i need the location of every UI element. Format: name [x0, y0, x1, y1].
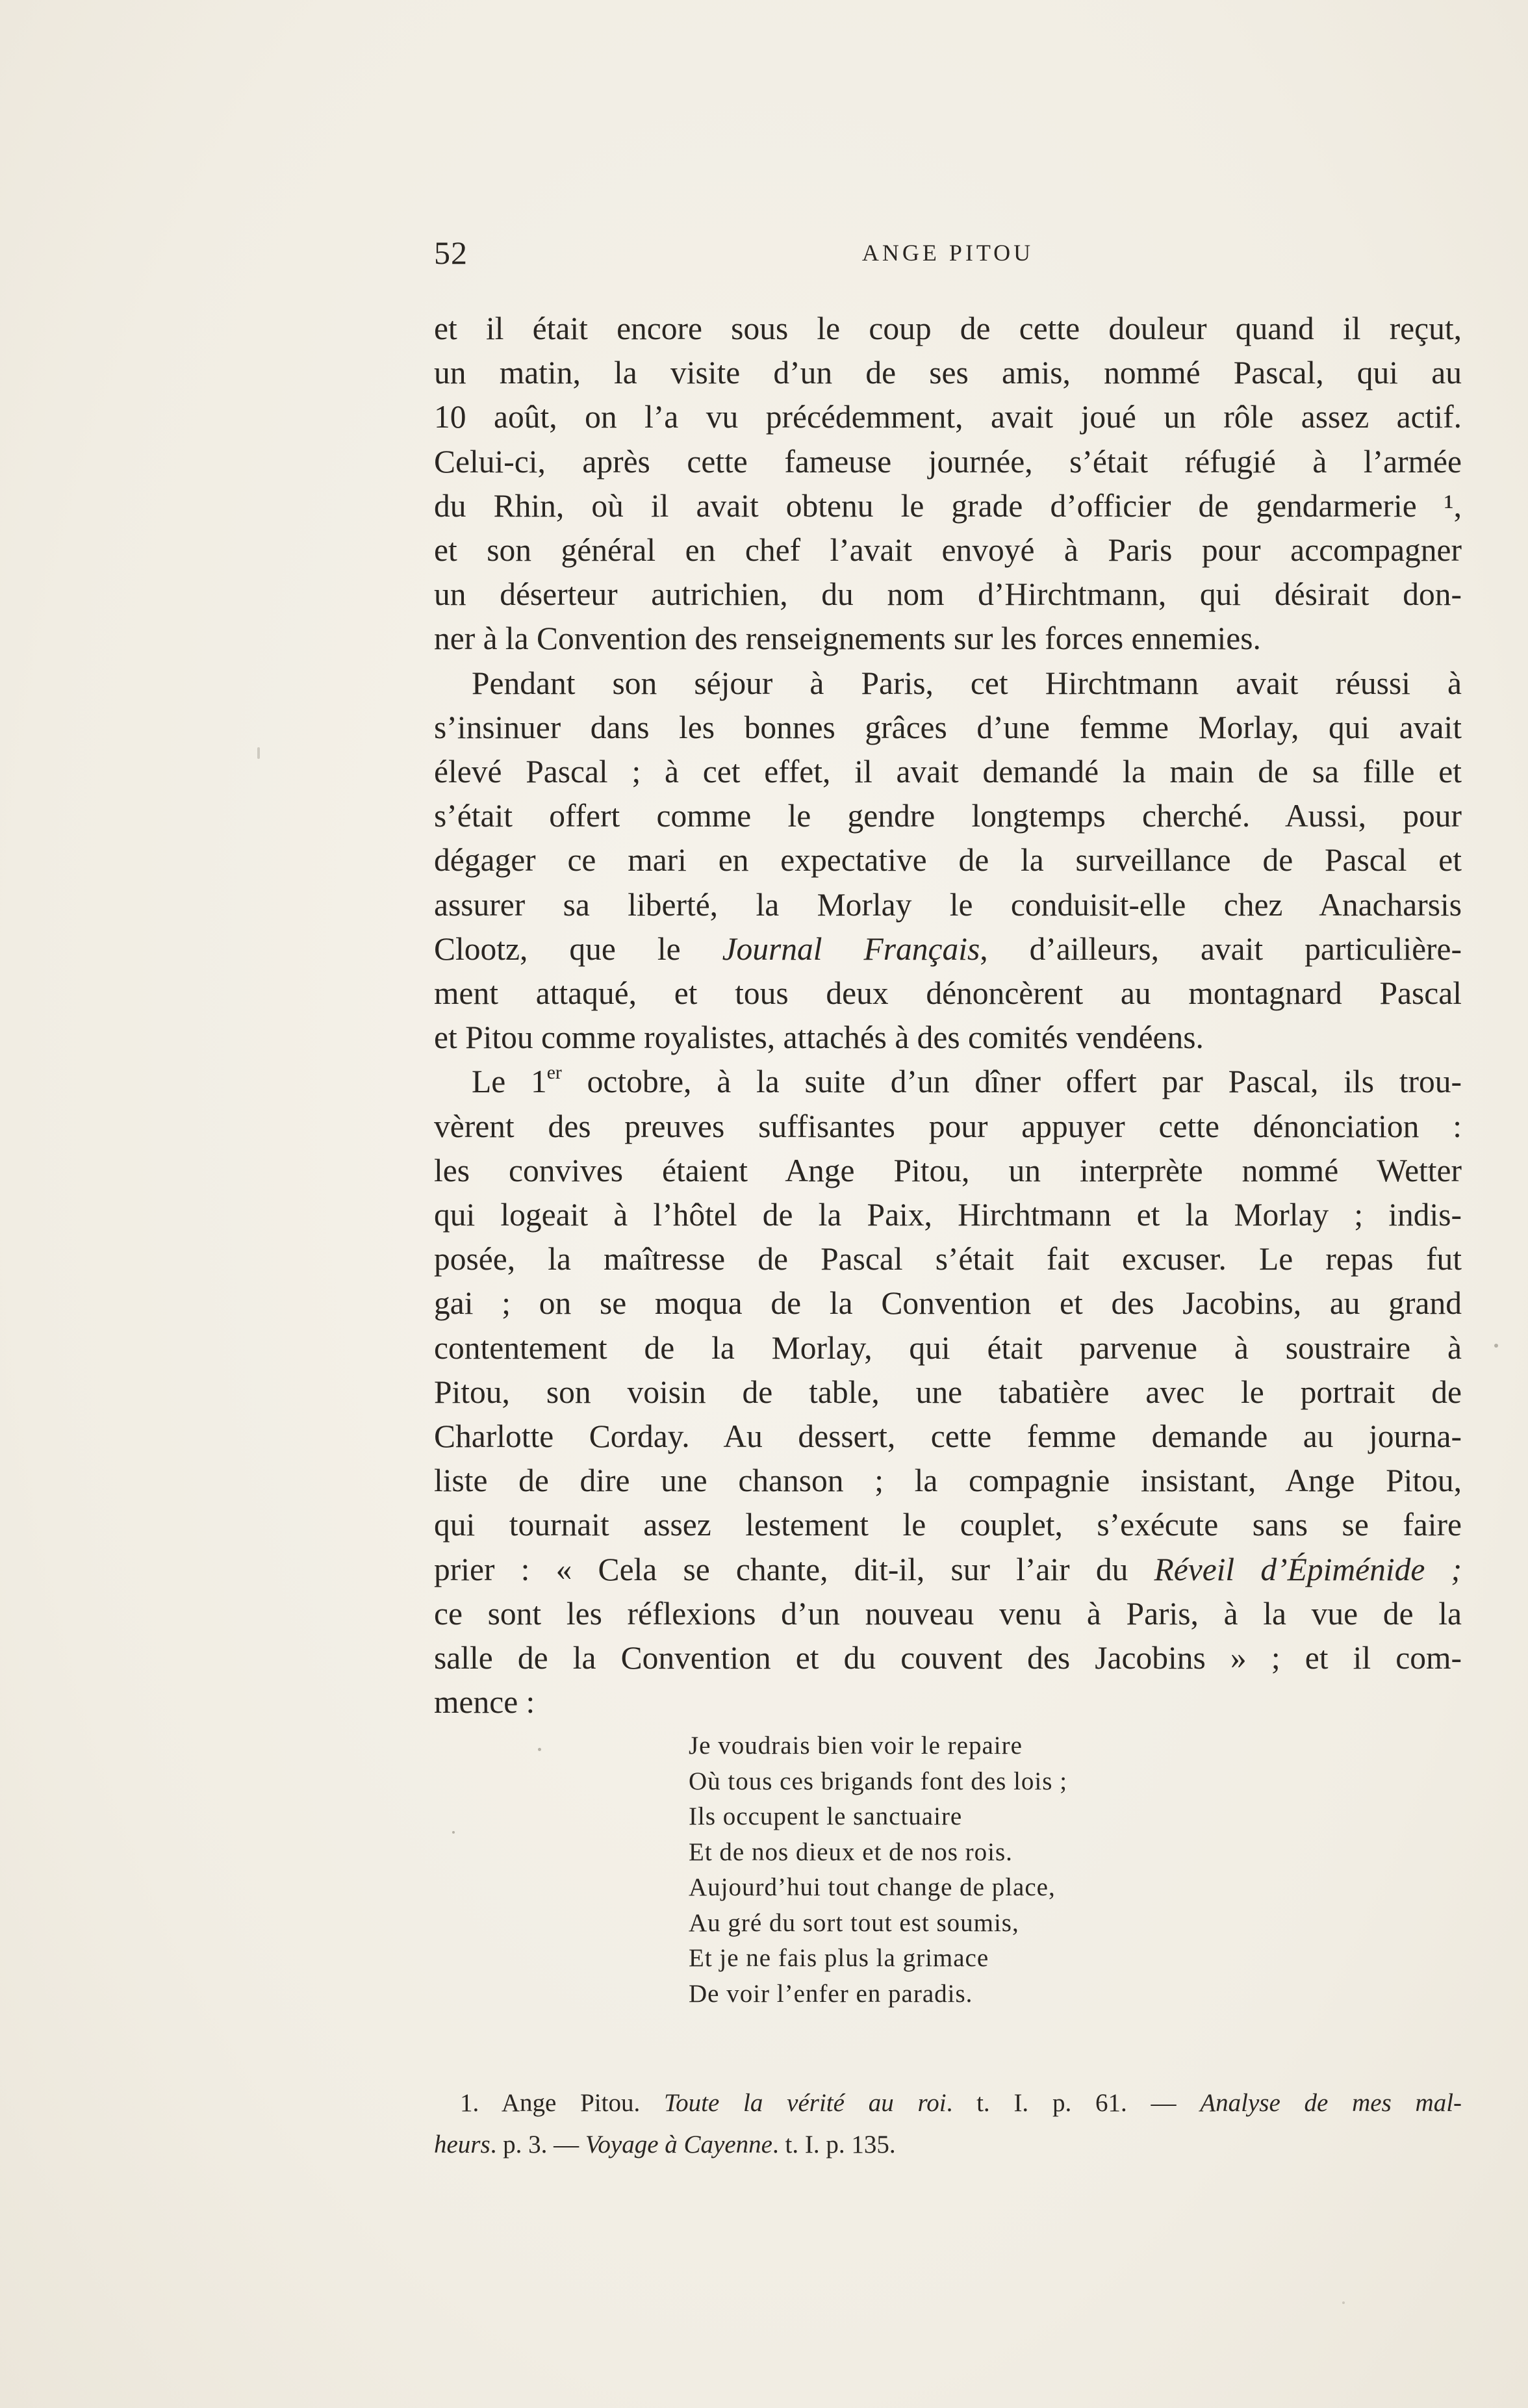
verse-line: Aujourd’hui tout change de place,: [689, 1873, 1056, 1901]
paper-speck: [257, 747, 260, 759]
text-line: [434, 927, 1462, 971]
footnote-ref-title: Toute la vérité au roi: [664, 2089, 947, 2117]
text-line: dégager ce mari en expectative de la surveillance de Pascal et: [434, 842, 1462, 878]
paper-speck: [538, 1748, 541, 1751]
text-line: Celui-ci, après cette fameuse journée, s’était réfugié à l’armée: [434, 443, 1462, 480]
text-line: gai ; on se moqua de la Convention et des Jacobins, au grand: [434, 1285, 1462, 1322]
text-line: et il était encore sous le coup de cette douleur quand il reçut,: [434, 311, 1462, 346]
footnote-marker: 1. Ange Pitou.: [460, 2089, 665, 2117]
verse-line: Et je ne fais plus la grimace: [689, 1944, 989, 1972]
text-line: contentement de la Morlay, qui était parvenue à soustraire à: [434, 1329, 1462, 1366]
text-line: [434, 1548, 1462, 1592]
text-line: s’était offert comme le gendre longtemps cherché. Aussi, pour: [434, 798, 1462, 834]
text-run: , d’ailleurs, avait particulière-: [980, 930, 1462, 967]
paper-speck: [452, 1831, 455, 1834]
superscript: er: [546, 1062, 562, 1084]
text-run: Clootz, que le: [434, 930, 722, 967]
verse-line: Ils occupent le sanctuaire: [689, 1802, 963, 1830]
footnote: [434, 2082, 1462, 2166]
song-verse: [689, 1728, 1067, 2012]
footnote-ref-location: . p. 3. —: [490, 2131, 585, 2158]
footnote-ref-title: Voyage à Cayenne: [585, 2131, 772, 2158]
text-line: ment attaqué, et tous deux dénoncèrent au montagnard Pascal: [434, 975, 1462, 1012]
text-line: s’insinuer dans les bonnes grâces d’une femme Morlay, qui avait: [434, 709, 1462, 745]
text-line: [434, 1060, 1462, 1104]
body-text: [434, 307, 1462, 1725]
air-title: Réveil d’Épiménide ;: [1154, 1551, 1462, 1587]
page-number: 52: [434, 235, 468, 271]
text-line: salle de la Convention et du couvent des Jacobins » ; et il com-: [434, 1640, 1462, 1676]
footnote-line: [434, 2082, 1462, 2124]
verse-line: Je voudrais bien voir le repaire: [689, 1732, 1023, 1760]
verse-line: Où tous ces brigands font des lois ;: [689, 1767, 1068, 1795]
text-line: assurer sa liberté, la Morlay le conduisit-elle chez Anacharsis: [434, 886, 1462, 923]
text-line: un déserteur autrichien, du nom d’Hirchtmann, qui désirait don-: [434, 576, 1462, 613]
text-line: posée, la maîtresse de Pascal s’était fait excuser. Le repas fut: [434, 1241, 1462, 1277]
text-run: Le 1: [472, 1064, 547, 1100]
running-title: ANGE PITOU: [861, 240, 1034, 266]
text-line: et Pitou comme royalistes, attachés à des comités vendéens.: [434, 1019, 1204, 1056]
text-run: octobre, à la suite d’un dîner offert par Pascal, ils trou-: [561, 1064, 1462, 1100]
text-line: qui logeait à l’hôtel de la Paix, Hirchtmann et la Morlay ; indis-: [434, 1197, 1462, 1233]
text-line: Charlotte Corday. Au dessert, cette femme demande au journa-: [434, 1418, 1462, 1455]
text-line: du Rhin, où il avait obtenu le grade d’officier de gendarmerie ¹,: [434, 487, 1462, 524]
verse-line: Et de nos dieux et de nos rois.: [689, 1838, 1013, 1866]
verse-line: Au gré du sort tout est soumis,: [689, 1908, 1019, 1937]
footnote-ref-location: . t. I. p. 135.: [772, 2131, 896, 2158]
text-line: Pendant son séjour à Paris, cet Hirchtmann avait réussi à: [472, 665, 1462, 701]
text-line: élevé Pascal ; à cet effet, il avait demandé la main de sa fille et: [434, 754, 1462, 790]
text-line: liste de dire une chanson ; la compagnie insistant, Ange Pitou,: [434, 1463, 1462, 1499]
text-line: 10 août, on l’a vu précédemment, avait joué un rôle assez actif.: [434, 399, 1462, 435]
footnote-ref-title: heurs: [434, 2131, 490, 2158]
paper-speck: [1342, 2301, 1345, 2304]
text-line: ce sont les réflexions d’un nouveau venu à Paris, à la vue de la: [434, 1595, 1462, 1632]
footnote-ref-location: . t. I. p. 61. —: [946, 2089, 1201, 2117]
text-run: prier : « Cela se chante, dit-il, sur l’air du: [434, 1551, 1154, 1587]
text-line: Pitou, son voisin de table, une tabatière avec le portrait de: [434, 1374, 1462, 1410]
journal-title: Journal Français: [722, 930, 980, 967]
page-header: [434, 234, 1462, 279]
text-line: qui tournait assez lestement le couplet, s’exécute sans se faire: [434, 1507, 1462, 1543]
text-line: vèrent des preuves suffisantes pour appuyer cette dénonciation :: [434, 1108, 1462, 1144]
text-line: mence :: [434, 1684, 535, 1721]
text-line: ner à la Convention des renseignements sur les forces ennemies.: [434, 621, 1261, 657]
text-line: un matin, la visite d’un de ses amis, nommé Pascal, qui au: [434, 355, 1462, 391]
verse-line: De voir l’enfer en paradis.: [689, 1979, 973, 2008]
footnote-ref-title: Analyse de mes mal-: [1200, 2089, 1462, 2117]
text-line: les convives étaient Ange Pitou, un interprète nommé Wetter: [434, 1152, 1462, 1188]
text-line: et son général en chef l’avait envoyé à Paris pour accompagner: [434, 532, 1462, 569]
paper-speck: [1494, 1344, 1498, 1348]
footnote-line: [434, 2124, 1462, 2166]
